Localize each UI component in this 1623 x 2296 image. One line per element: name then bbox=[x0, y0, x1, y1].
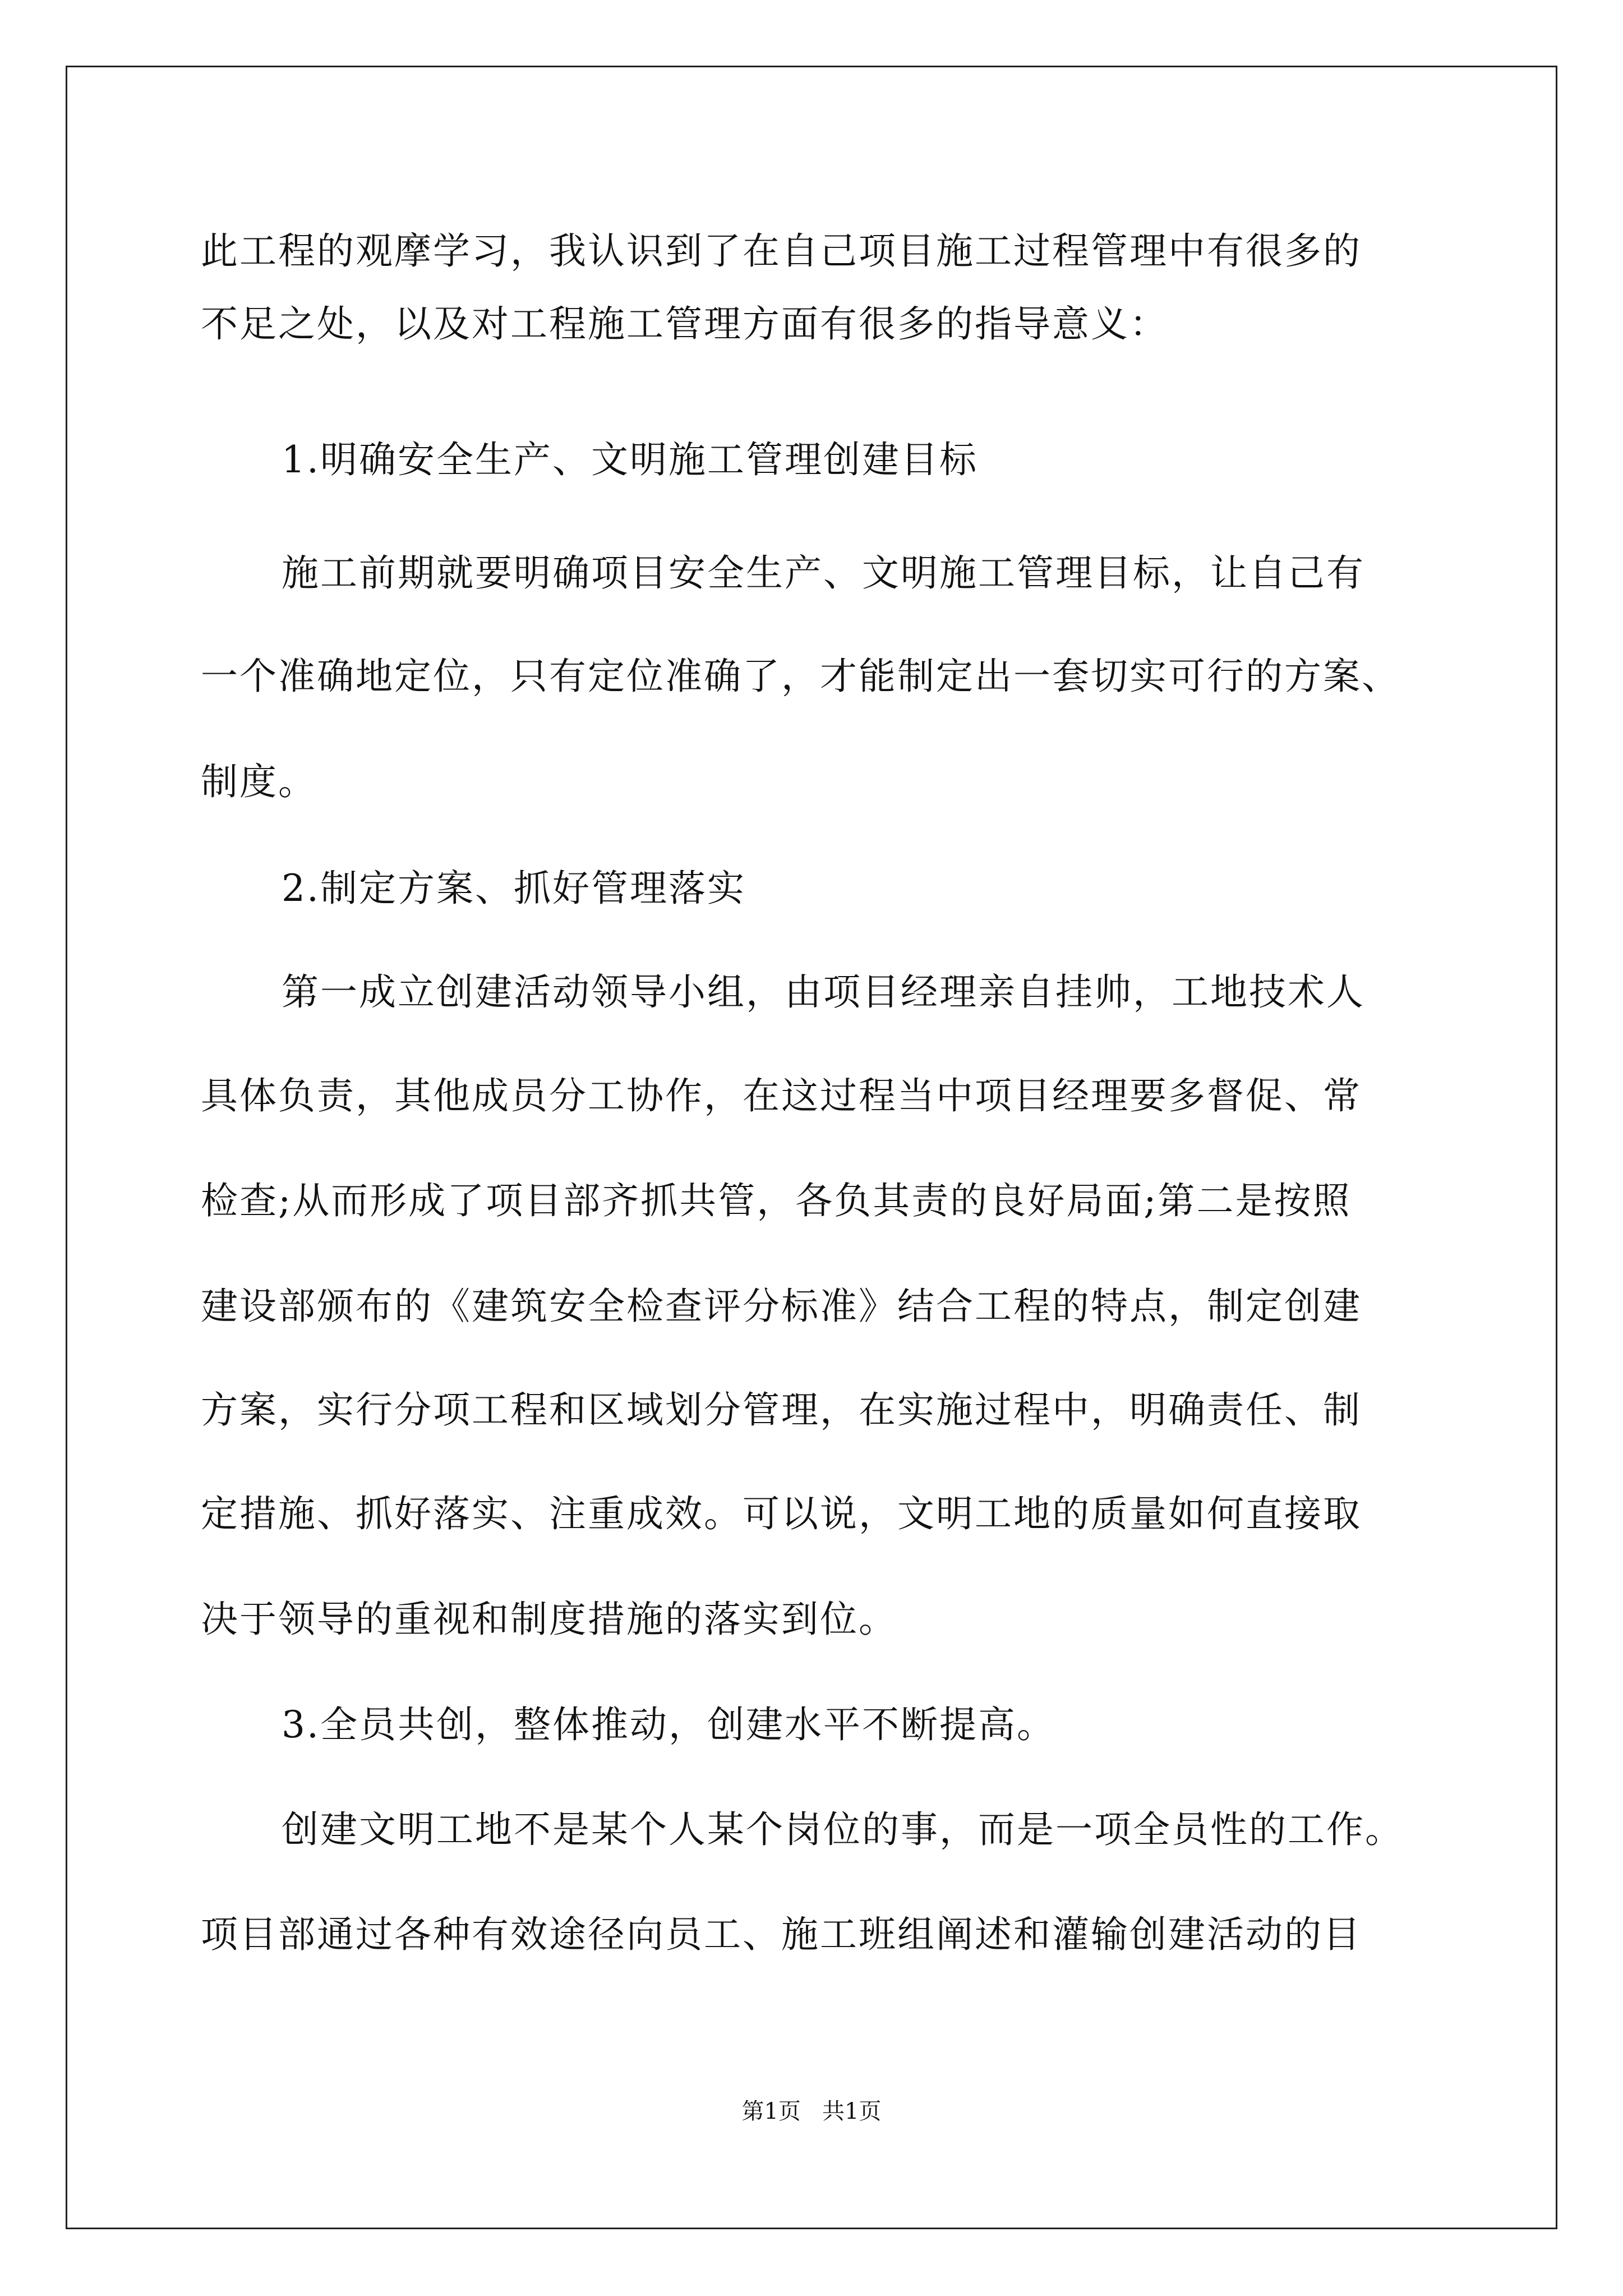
body-text-line: 第一成立创建活动领导小组，由项目经理亲自挂帅，工地技术人 bbox=[282, 970, 1365, 1014]
page-border bbox=[66, 66, 1557, 2229]
body-text-line: 项目部通过各种有效途径向员工、施工班组阐述和灌输创建活动的目 bbox=[201, 1913, 1362, 1956]
body-text-line: 此工程的观摩学习，我认识到了在自己项目施工过程管理中有很多的 bbox=[201, 229, 1362, 273]
body-text-line: 制度。 bbox=[201, 760, 317, 803]
body-text-line: 不足之处，以及对工程施工管理方面有很多的指导意义： bbox=[201, 302, 1168, 346]
body-text-line: 建设部颁布的《建筑安全检查评分标准》结合工程的特点，制定创建 bbox=[201, 1285, 1362, 1328]
body-text-line: 具体负责，其他成员分工协作，在这过程当中项目经理要多督促、常 bbox=[201, 1074, 1362, 1117]
section-heading: 2.制定方案、抓好管理落实 bbox=[282, 867, 746, 910]
section-heading: 1.明确安全生产、文明施工管理创建目标 bbox=[282, 438, 978, 481]
body-text-line: 一个准确地定位，只有定位准确了，才能制定出一套切实可行的方案、 bbox=[201, 655, 1400, 698]
body-text-line: 定措施、抓好落实、注重成效。可以说，文明工地的质量如何直接取 bbox=[201, 1492, 1362, 1535]
body-text-line: 决于领导的重视和制度措施的落实到位。 bbox=[201, 1598, 897, 1641]
body-text-line: 施工前期就要明确项目安全生产、文明施工管理目标，让自己有 bbox=[282, 551, 1365, 595]
body-text-line: 检查;从而形成了项目部齐抓共管，各负其责的良好局面;第二是按照 bbox=[201, 1179, 1352, 1222]
page-number-footer: 第1页 共1页 bbox=[741, 2099, 882, 2124]
body-text-line: 方案，实行分项工程和区域划分管理，在实施过程中，明确责任、制 bbox=[201, 1388, 1362, 1432]
body-text-line: 创建文明工地不是某个人某个岗位的事，而是一项全员性的工作。 bbox=[282, 1808, 1404, 1851]
section-heading: 3.全员共创，整体推动，创建水平不断提高。 bbox=[282, 1703, 1055, 1746]
